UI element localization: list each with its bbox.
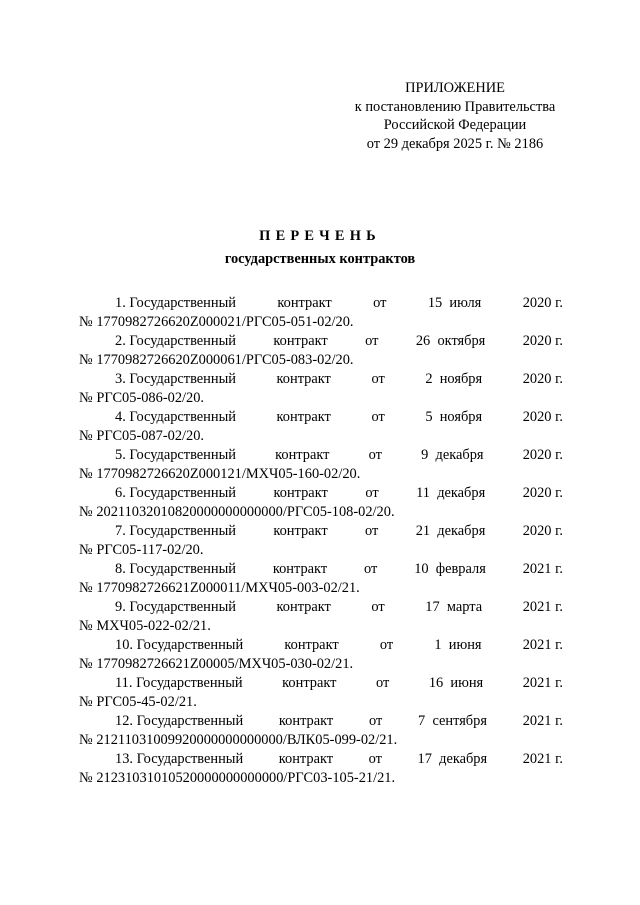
contract-from-word: от (371, 599, 385, 615)
contract-year: 2020 г. (522, 333, 563, 349)
contract-year: 2020 г. (522, 371, 563, 387)
contract-date: 26 октября (415, 333, 486, 349)
contract-number: 3. (115, 371, 126, 387)
contract-kind: Государственный (129, 523, 236, 539)
contract-word: контракт (273, 523, 328, 539)
contract-first-line (79, 636, 563, 655)
contract-year: 2021 г. (522, 599, 563, 615)
contract-word: контракт (276, 599, 331, 615)
contract-first-line (79, 294, 563, 313)
contract-identifier: № РГС05-087-02/20. (79, 428, 204, 444)
contract-identifier: № 1770982726620Z000021/РГС05-051-02/20. (79, 314, 354, 330)
contract-number-and-kind (115, 446, 236, 465)
list-item (79, 674, 563, 712)
appendix-government-line: Российской Федерации (383, 117, 527, 133)
contract-identifier: № 1770982726621Z000011/МХЧ05-003-02/21. (79, 580, 360, 596)
contract-first-line (79, 560, 563, 579)
contract-number: 12. (115, 713, 133, 729)
contract-kind: Государственный (136, 713, 244, 729)
contract-from-word: от (371, 409, 385, 425)
contract-word: контракт (276, 409, 331, 425)
contract-year: 2021 г. (522, 637, 563, 653)
contract-number: 1. (115, 295, 126, 311)
contract-number-and-kind (115, 598, 236, 617)
contract-identifier: № РГС05-45-02/21. (79, 694, 197, 710)
contract-year: 2020 г. (522, 409, 563, 425)
contract-number-and-kind (115, 712, 243, 731)
contract-number: 10. (115, 637, 133, 653)
contract-first-line (79, 674, 563, 693)
document-title: ПЕРЕЧЕНЬ (259, 228, 381, 244)
contract-word: контракт (276, 371, 331, 387)
appendix-header (330, 79, 580, 153)
contract-kind: Государственный (136, 751, 244, 767)
contract-word: контракт (272, 561, 328, 577)
contract-word: контракт (273, 333, 328, 349)
contract-date: 7 сентября (418, 713, 487, 729)
contract-number-and-kind (115, 332, 236, 351)
contract-kind: Государственный (129, 371, 236, 387)
contract-word: контракт (278, 713, 334, 729)
list-item (79, 332, 563, 370)
contract-kind: Государственный (129, 485, 236, 501)
contract-number: 5. (115, 447, 126, 463)
contract-date: 1 июня (434, 637, 482, 653)
appendix-label: ПРИЛОЖЕНИЕ (405, 80, 505, 96)
contract-from-word: от (364, 561, 378, 577)
contract-number: 13. (115, 751, 133, 767)
contract-from-word: от (365, 333, 379, 349)
list-item (79, 370, 563, 408)
contract-from-word: от (371, 371, 385, 387)
list-item (79, 294, 563, 332)
contract-from-word: от (375, 675, 390, 691)
contract-identifier: № 21231031010520000000000000/РГС03-105-21/21. (79, 770, 396, 786)
contract-kind: Государственный (129, 599, 236, 615)
contract-identifier: № 1770982726620Z000061/РГС05-083-02/20. (79, 352, 354, 368)
contract-identifier: № РГС05-086-02/20. (79, 390, 204, 406)
contract-identifier: № РГС05-117-02/20. (79, 542, 204, 558)
contract-word: контракт (273, 485, 328, 501)
contract-number-and-kind (115, 560, 236, 579)
contract-from-word: от (365, 523, 379, 539)
contract-year: 2021 г. (522, 751, 563, 767)
contract-date: 10 февраля (414, 561, 486, 577)
list-item (79, 750, 563, 788)
contract-from-word: от (365, 485, 379, 501)
appendix-resolution-line: к постановлению Правительства (354, 98, 556, 115)
contract-identifier: № 21211031009920000000000000/ВЛК05-099-02/21. (79, 732, 398, 748)
contract-number: 6. (115, 485, 126, 501)
contract-first-line (79, 522, 563, 541)
contract-number-and-kind (115, 294, 236, 313)
contract-identifier: № МХЧ05-022-02/21. (79, 618, 211, 634)
contract-date: 17 марта (425, 599, 483, 615)
contract-first-line (79, 712, 563, 731)
contract-number: 7. (115, 523, 126, 539)
contract-word: контракт (277, 295, 332, 311)
contract-number-and-kind (115, 522, 236, 541)
list-item (79, 560, 563, 598)
contract-date: 11 декабря (416, 485, 486, 501)
contract-number: 11. (115, 675, 133, 691)
contract-word: контракт (278, 751, 334, 767)
contract-date: 9 декабря (421, 447, 484, 463)
contract-number-and-kind (115, 484, 236, 503)
contract-kind: Государственный (129, 333, 236, 349)
contract-number: 8. (115, 561, 126, 577)
list-item (79, 522, 563, 560)
contract-number-and-kind (115, 636, 243, 655)
contract-kind: Государственный (129, 447, 236, 463)
appendix-date-number-line: от 29 декабря 2025 г. № 2186 (366, 135, 544, 152)
contract-first-line (79, 332, 563, 351)
contract-date: 2 ноября (425, 371, 483, 387)
contract-kind: Государственный (129, 409, 236, 425)
list-item (79, 446, 563, 484)
contract-date: 5 ноября (425, 409, 483, 425)
contract-list (79, 294, 563, 788)
contract-kind: Государственный (136, 637, 244, 653)
contract-identifier: № 1770982726620Z000121/МХЧ05-160-02/20. (79, 466, 361, 482)
contract-from-word: от (368, 751, 382, 767)
contract-from-word: от (368, 447, 382, 463)
contract-year: 2020 г. (522, 485, 563, 501)
contract-from-word: от (379, 637, 394, 653)
contract-date: 16 июня (428, 675, 484, 691)
contract-first-line (79, 598, 563, 617)
list-item (79, 598, 563, 636)
contract-number: 2. (115, 333, 126, 349)
contract-year: 2020 г. (522, 447, 563, 463)
contract-year: 2020 г. (522, 295, 563, 311)
list-item (79, 484, 563, 522)
contract-first-line (79, 484, 563, 503)
contract-identifier: № 1770982726621Z00005/МХЧ05-030-02/21. (79, 656, 354, 672)
contract-first-line (79, 446, 563, 465)
contract-year: 2021 г. (522, 675, 563, 691)
contract-from-word: от (368, 713, 383, 729)
contract-year: 2021 г. (522, 561, 563, 577)
contract-year: 2021 г. (522, 713, 563, 729)
contract-word: контракт (275, 447, 330, 463)
contract-first-line (79, 408, 563, 427)
contract-year: 2020 г. (522, 523, 563, 539)
contract-number-and-kind (115, 370, 236, 389)
contract-word: контракт (284, 637, 339, 653)
contract-kind: Государственный (129, 295, 236, 311)
contract-date: 15 июля (427, 295, 482, 311)
list-item (79, 712, 563, 750)
contract-from-word: от (373, 295, 387, 311)
contract-identifier: № 20211032010820000000000000/РГС05-108-02/20. (79, 504, 395, 520)
contract-number-and-kind (115, 408, 236, 427)
list-item (79, 636, 563, 674)
list-item (79, 408, 563, 446)
document-subtitle: государственных контрактов (224, 251, 416, 267)
contract-first-line (79, 370, 563, 389)
contract-number: 9. (115, 599, 126, 615)
contract-number: 4. (115, 409, 126, 425)
contract-first-line (79, 750, 563, 769)
contract-kind: Государственный (136, 675, 243, 691)
contract-word: контракт (282, 675, 337, 691)
contract-number-and-kind (115, 674, 243, 693)
contract-date: 17 декабря (417, 751, 488, 767)
contract-number-and-kind (115, 750, 243, 769)
contract-date: 21 декабря (415, 523, 486, 539)
contract-kind: Государственный (129, 561, 236, 577)
